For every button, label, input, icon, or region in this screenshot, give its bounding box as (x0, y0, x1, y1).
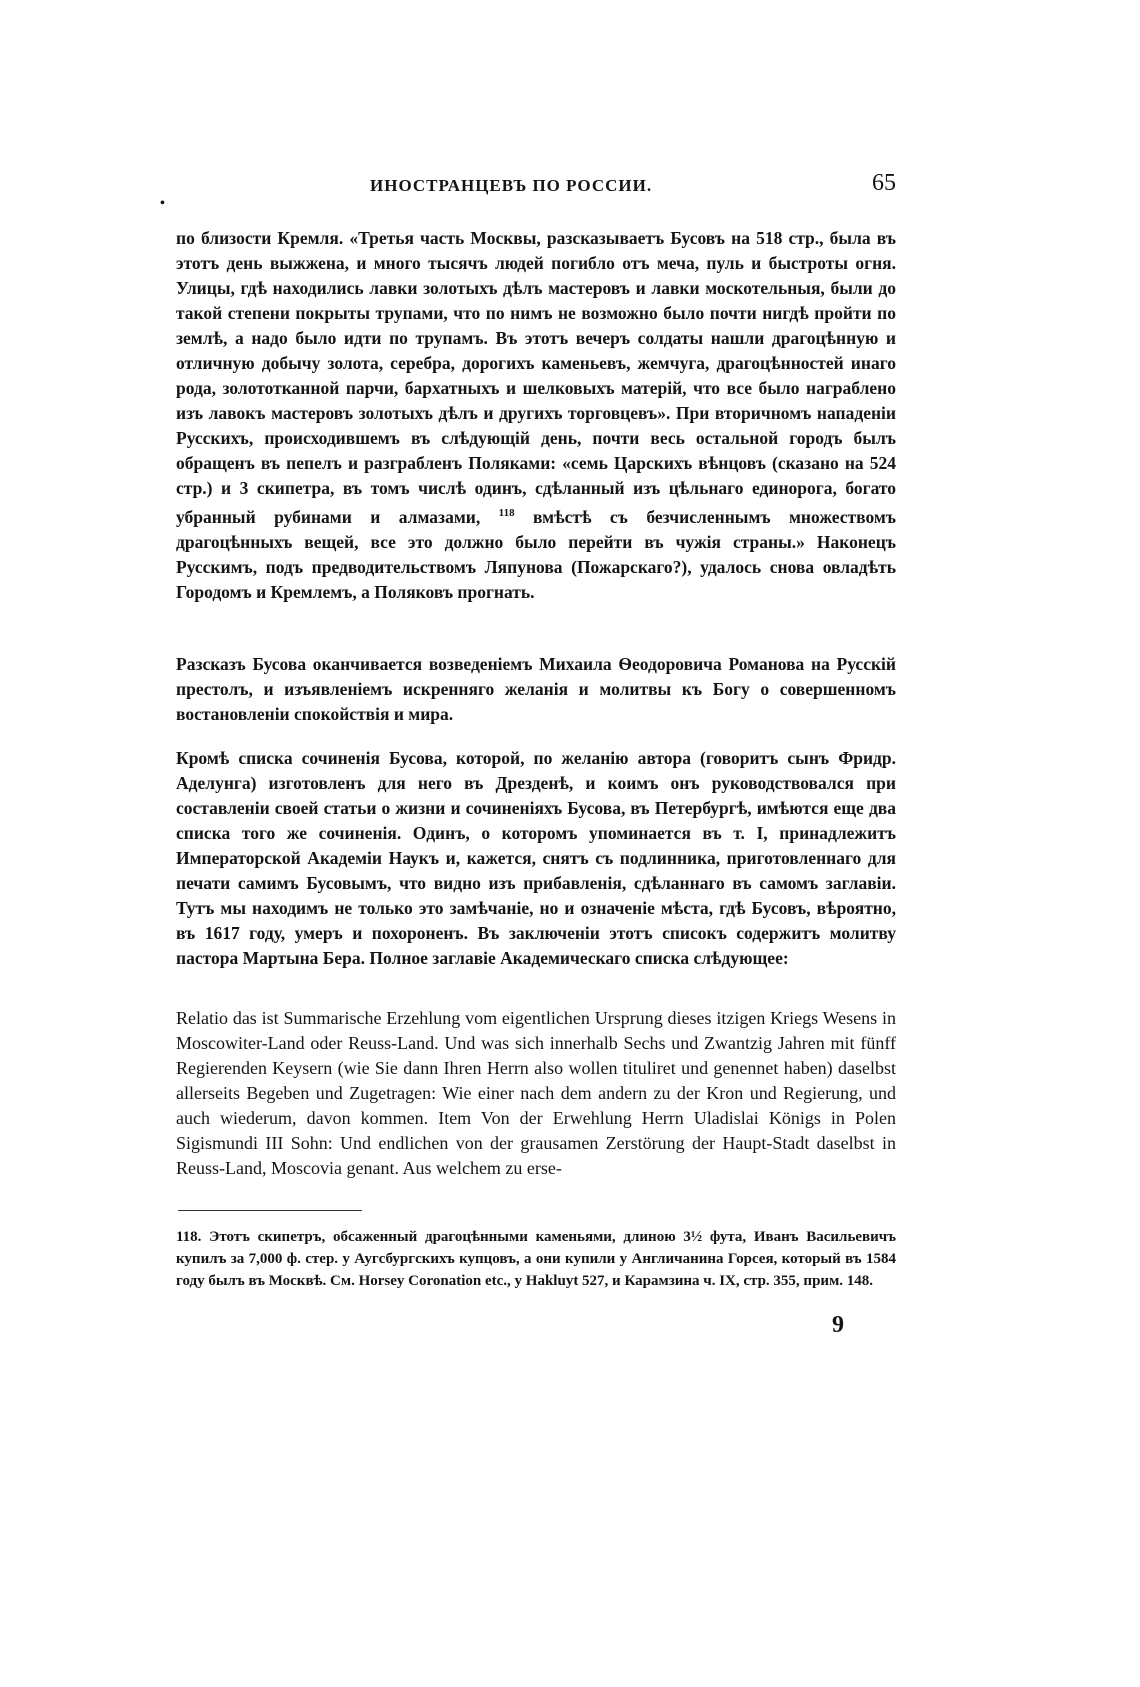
paragraph-1-continuation: вмѣстѣ съ безчисленнымъ множествомъ драгоцѣнныхъ вещей, все это должно было перейти въ чужія страны.» Наконецъ Русскимъ, подъ предводительствомъ Ляпунова (Пожарскаго?), удалось снова овладѣть Городомъ и Кремлемъ, а Поляковъ прогнать. (176, 506, 896, 602)
signature-mark: 9 (832, 1312, 844, 1338)
paragraph-1-text: по близости Кремля. «Третья часть Москвы, разсказываетъ Бусовъ на 518 стр., была въ этотъ день выжжена, и много тысячъ людей погибло отъ меча, пуль и быстроты огня. Улицы, гдѣ находились лавки золотыхъ дѣлъ мастеровъ и лавки москотельныя, были до такой степени покрыты трупами, что по нимъ не возможно было почти нигдѣ пройти по землѣ, а надо было идти по трупамъ. Въ этотъ вечеръ солдаты нашли драгоцѣнную и отличную добычу золота, серебра, дорогихъ каменьевъ, жемчуга, драгоцѣнностей инаго рода, золототканной парчи, бархатныхъ и шелковыхъ матерій, что все было награблено изъ лавокъ мастеровъ золотыхъ дѣлъ и другихъ торговцевъ». При вторичномъ нападеніи Русскихъ, происходившемъ въ слѣдующій день, почти весь остальной городъ былъ обращенъ въ пепелъ и разграбленъ Поляками: «семь Царскихъ вѣнцовъ (сказано на 524 стр.) и 3 скипетра, въ томъ числѣ одинъ, сдѣланный изъ цѣльнаго единорога, богато убранный рубинами и алмазами, (176, 228, 896, 527)
stray-mark: • (160, 196, 165, 211)
paragraph-1 (176, 226, 896, 605)
footnote: 118. Этотъ скипетръ, обсаженный драгоцѣнными каменьями, длиною 3½ фута, Иванъ Васильевичъ купилъ за 7,000 ф. стер. у Аугсбургскихъ купцовъ, а они купили у Англичанина Горсея, который въ 1584 году былъ въ Москвѣ. См. Horsey Coronation etc., у Hakluyt 527, и Карамзина ч. IX, стр. 355, прим. 148. (176, 1229, 896, 1289)
paragraph-4-german-title: Relatio das ist Summarische Erzehlung vom eigentlichen Ursprung dieses itzigen Kriegs Wesens in Moscowiter-Land oder Reuss-Land. Und was sich innerhalb Sechs und Zwantzig Jahren mit fünff Regierenden Keysern (wie Sie dann Ihren Herrn also wollen tituliret und genennet haben) daselbst allerseits Begeben und Zugetragen: Wie einer nach dem andern zu der Kron und Regierung, und auch wiederum, davon kommen. Item Von der Erwehlung Herrn Uladislai Königs in Polen Sigismundi III Sohn: Und endlichen von der grausamen Zerstörung der Haupt-Stadt daselbst in Reuss-Land, Moscovia genant. Aus welchem zu erse- (176, 1008, 896, 1178)
page-number: 65 (872, 170, 896, 196)
running-title: ИНОСТРАНЦЕВЪ ПО РОССИИ. (370, 176, 653, 195)
paragraph-2: Разсказъ Бусова оканчивается возведеніемъ Михаила Ѳеодоровича Романова на Русскій престолъ, и изъявленіемъ искренняго желанія и молитвы къ Богу о совершенномъ востановленіи спокойствія и мира. (176, 654, 896, 724)
paragraph-3: Кромѣ списка сочиненія Бусова, которой, по желанію автора (говоритъ сынъ Фридр. Аделунга) изготовленъ для него въ Дрезденѣ, и коимъ онъ руководствовался при составленіи своей статьи о жизни и сочиненіяхъ Бусова, въ Петербургѣ, имѣются еще два списка того же сочиненія. Одинъ, о которомъ упоминается въ т. I, принадлежитъ Императорской Академіи Наукъ и, кажется, снятъ съ подлинника, приготовленнаго для печати самимъ Бусовымъ, что видно изъ прибавленія, сдѣланнаго въ самомъ заглавіи. Тутъ мы находимъ не только это замѣчаніе, но и означеніе мѣста, гдѣ Бусовъ, вѣроятно, въ 1617 году, умеръ и похороненъ. Въ заключеніи этотъ списокъ содержитъ молитву пастора Мартына Бера. Полное заглавіе Академическаго списка слѣдующее: (176, 748, 896, 968)
footnote-reference: 118 (498, 507, 515, 519)
footnote-divider (178, 1210, 362, 1211)
